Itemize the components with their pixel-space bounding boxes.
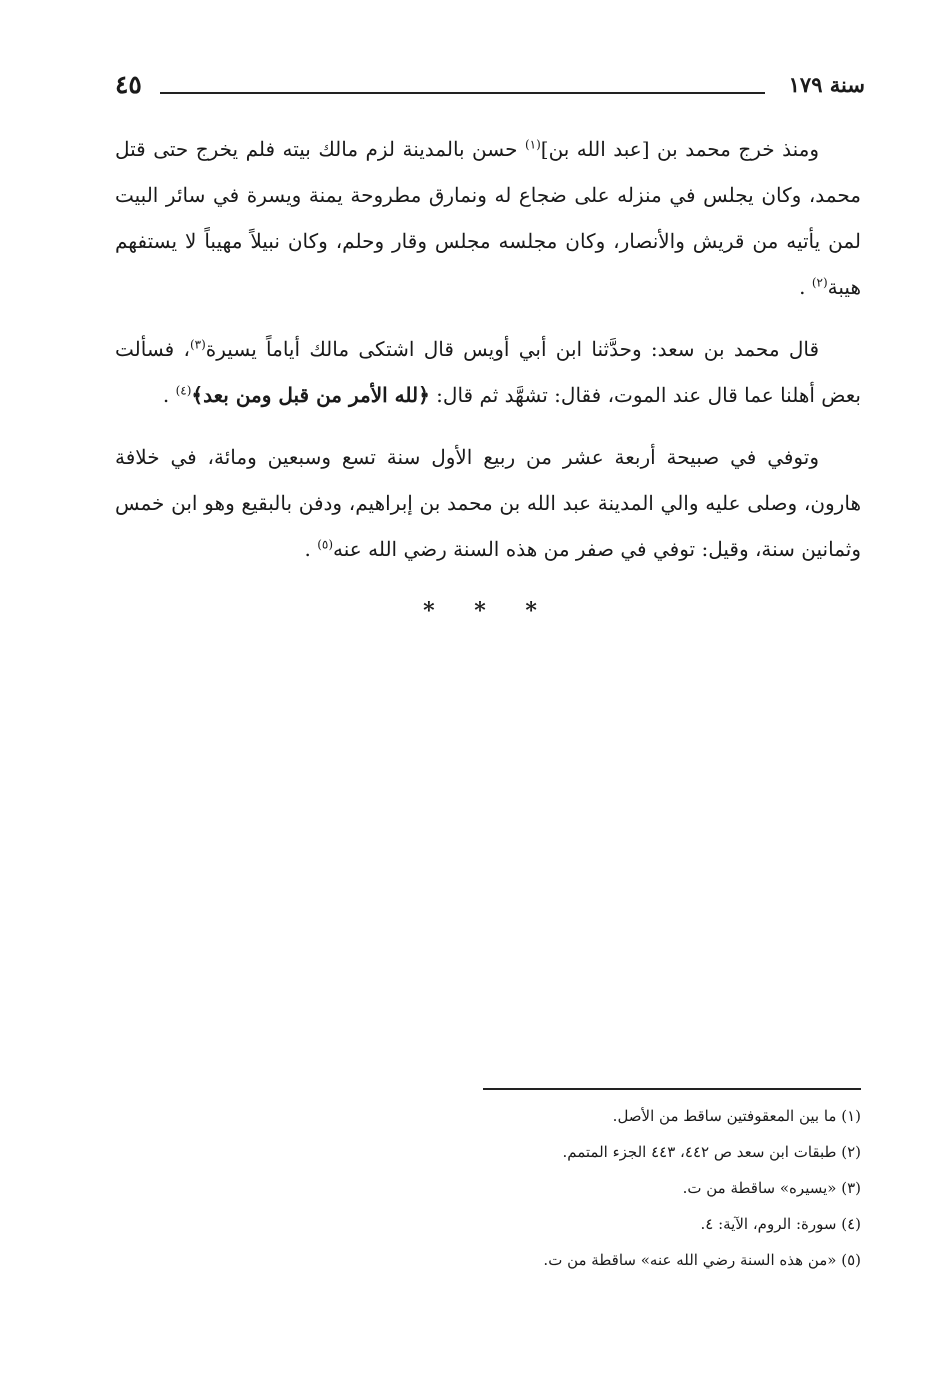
paragraph-3-end: .: [304, 537, 318, 561]
paragraph-3-text-a: وتوفي في صبيحة أربعة عشر من ربيع الأول سنة تسع وسبعين ومائة، في خلافة هارون، وصلى عليه والي المدينة عبد الله بن محمد بن إبراهيم، ودفن بالبقيع وهو ابن خمس وثمانين سنة، وقيل: توفي في صفر من هذه السنة رضي الله عنه: [115, 445, 861, 561]
main-text: [115, 126, 861, 634]
footnote-ref-3: (٣): [189, 337, 206, 352]
page-header: [110, 70, 865, 110]
paragraph-2-text-b: ، فسألت بعض أهلنا عما قال عند الموت، فقال: تشهَّد ثم قال:: [115, 337, 861, 407]
footnote-ref-5: (٥): [317, 537, 334, 552]
paragraph-1-text-a: ومنذ خرج محمد بن [عبد الله بن]: [540, 137, 819, 161]
paragraph-2: [115, 326, 861, 418]
quran-verse: ﴿لله الأمر من قبل ومن بعد﴾: [191, 383, 430, 407]
running-head-year: سنة ١٧٩: [788, 72, 865, 97]
footnote-ref-4: (٤): [175, 383, 192, 398]
footnote-ref-1: (١): [524, 137, 541, 152]
footnote-rule: [483, 1088, 861, 1090]
footnote-ref-2: (٢): [811, 275, 828, 290]
footnote-5: (٥) «من هذه السنة رضي الله عنه» ساقطة من ت.: [543, 1251, 861, 1269]
header-rule: [160, 92, 765, 94]
footnotes: [261, 1098, 861, 1278]
paragraph-2-text-a: قال محمد بن سعد: وحدَّثنا ابن أبي أويس قال اشتكى مالك أياماً يسيرة: [205, 337, 820, 361]
paragraph-3: [115, 434, 861, 572]
footnote-1: (١) ما بين المعقوفتين ساقط من الأصل.: [612, 1107, 861, 1125]
paragraph-1: [115, 126, 861, 310]
page-number: ٤٥: [115, 70, 142, 99]
paragraph-1-text-b: حسن بالمدينة لزم مالك بيته فلم يخرج حتى قتل محمد، وكان يجلس في منزله على ضجاع له ونمارق مطروحة يمنة ويسرة في سائر البيت لمن يأتيه من قريش والأنصار، وكان مجلسه مجلس وقار وحلم، وكان نبيلاً مهيباً لا يستفهم هيبة: [115, 137, 861, 299]
footnote-2: (٢) طبقات ابن سعد ص ٤٤٢، ٤٤٣ الجزء المتمم.: [562, 1143, 861, 1161]
paragraph-1-end: .: [799, 275, 812, 299]
paragraph-2-end: .: [162, 383, 176, 407]
footnote-4: (٤) سورة: الروم، الآية: ٤.: [700, 1215, 861, 1233]
footnote-3: (٣) «يسيره» ساقطة من ت.: [682, 1179, 861, 1197]
section-separator: * * *: [423, 598, 553, 624]
